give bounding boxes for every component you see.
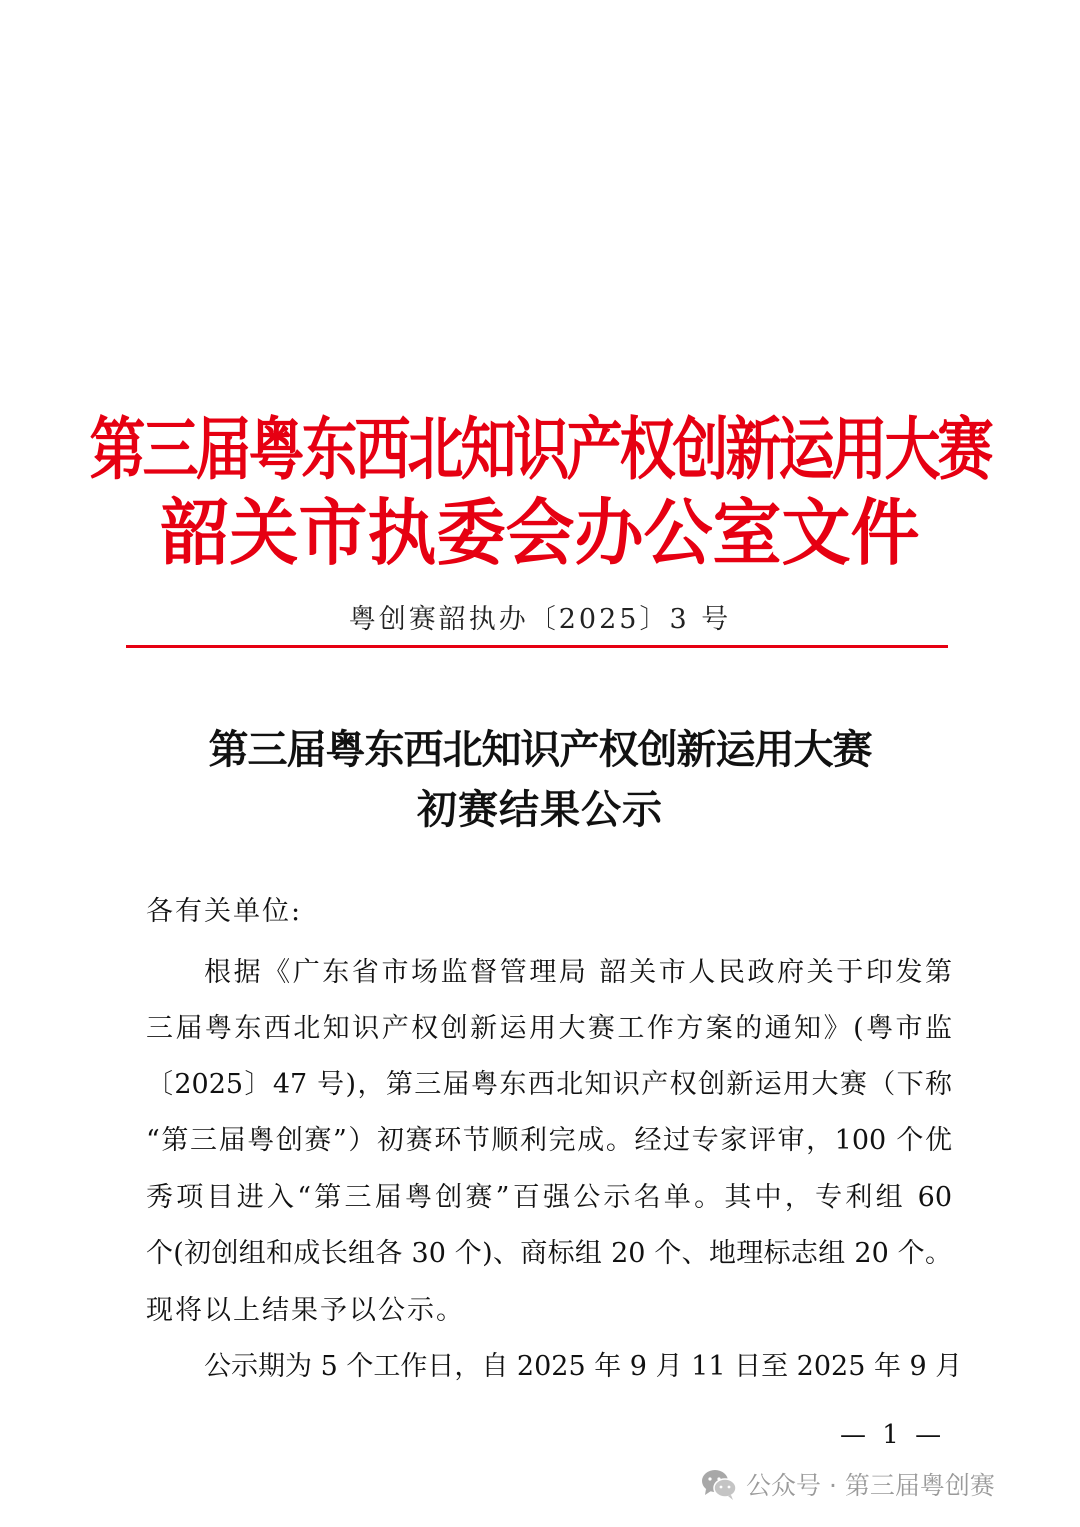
body-line: 根据《广东省市场监督管理局 韶关市人民政府关于印发第 — [204, 957, 952, 988]
body-line: 三届粤东西北知识产权创新运用大赛工作方案的通知》(粤市监 — [146, 1013, 952, 1044]
body-line: 〔2025〕47 号)，第三届粤东西北知识产权创新运用大赛（下称 — [146, 1069, 952, 1100]
document-number: 粤创赛韶执办〔2025〕3 号 — [348, 604, 732, 635]
page-number: — 1 — — [840, 1420, 946, 1450]
wechat-icon — [700, 1467, 738, 1501]
wechat-watermark — [700, 1466, 995, 1502]
document-title-line-2: 初赛结果公示 — [417, 786, 663, 833]
issuer-header-line-2: 韶关市执委会办公室文件 — [160, 491, 920, 576]
body-line: 公示期为 5 个工作日，自 2025 年 9 月 11 日至 2025 年 9 月 — [204, 1351, 963, 1382]
salutation: 各有关单位: — [146, 896, 303, 927]
document-title-line-1: 第三届粤东西北知识产权创新运用大赛 — [208, 726, 872, 773]
red-divider-line — [126, 645, 948, 648]
body-line: “第三届粤创赛”）初赛环节顺利完成。经过专家评审，100 个优 — [146, 1125, 952, 1156]
body-line: 个(初创组和成长组各 30 个)、商标组 20 个、地理标志组 20 个。 — [146, 1238, 952, 1269]
body-line: 秀项目进入“第三届粤创赛”百强公示名单。其中，专利组 60 — [146, 1182, 952, 1213]
body-line: 现将以上结果予以公示。 — [146, 1295, 465, 1326]
watermark-text: 公众号 · 第三届粤创赛 — [746, 1471, 995, 1500]
issuer-header-line-1: 第三届粤东西北知识产权创新运用大赛 — [89, 410, 991, 491]
